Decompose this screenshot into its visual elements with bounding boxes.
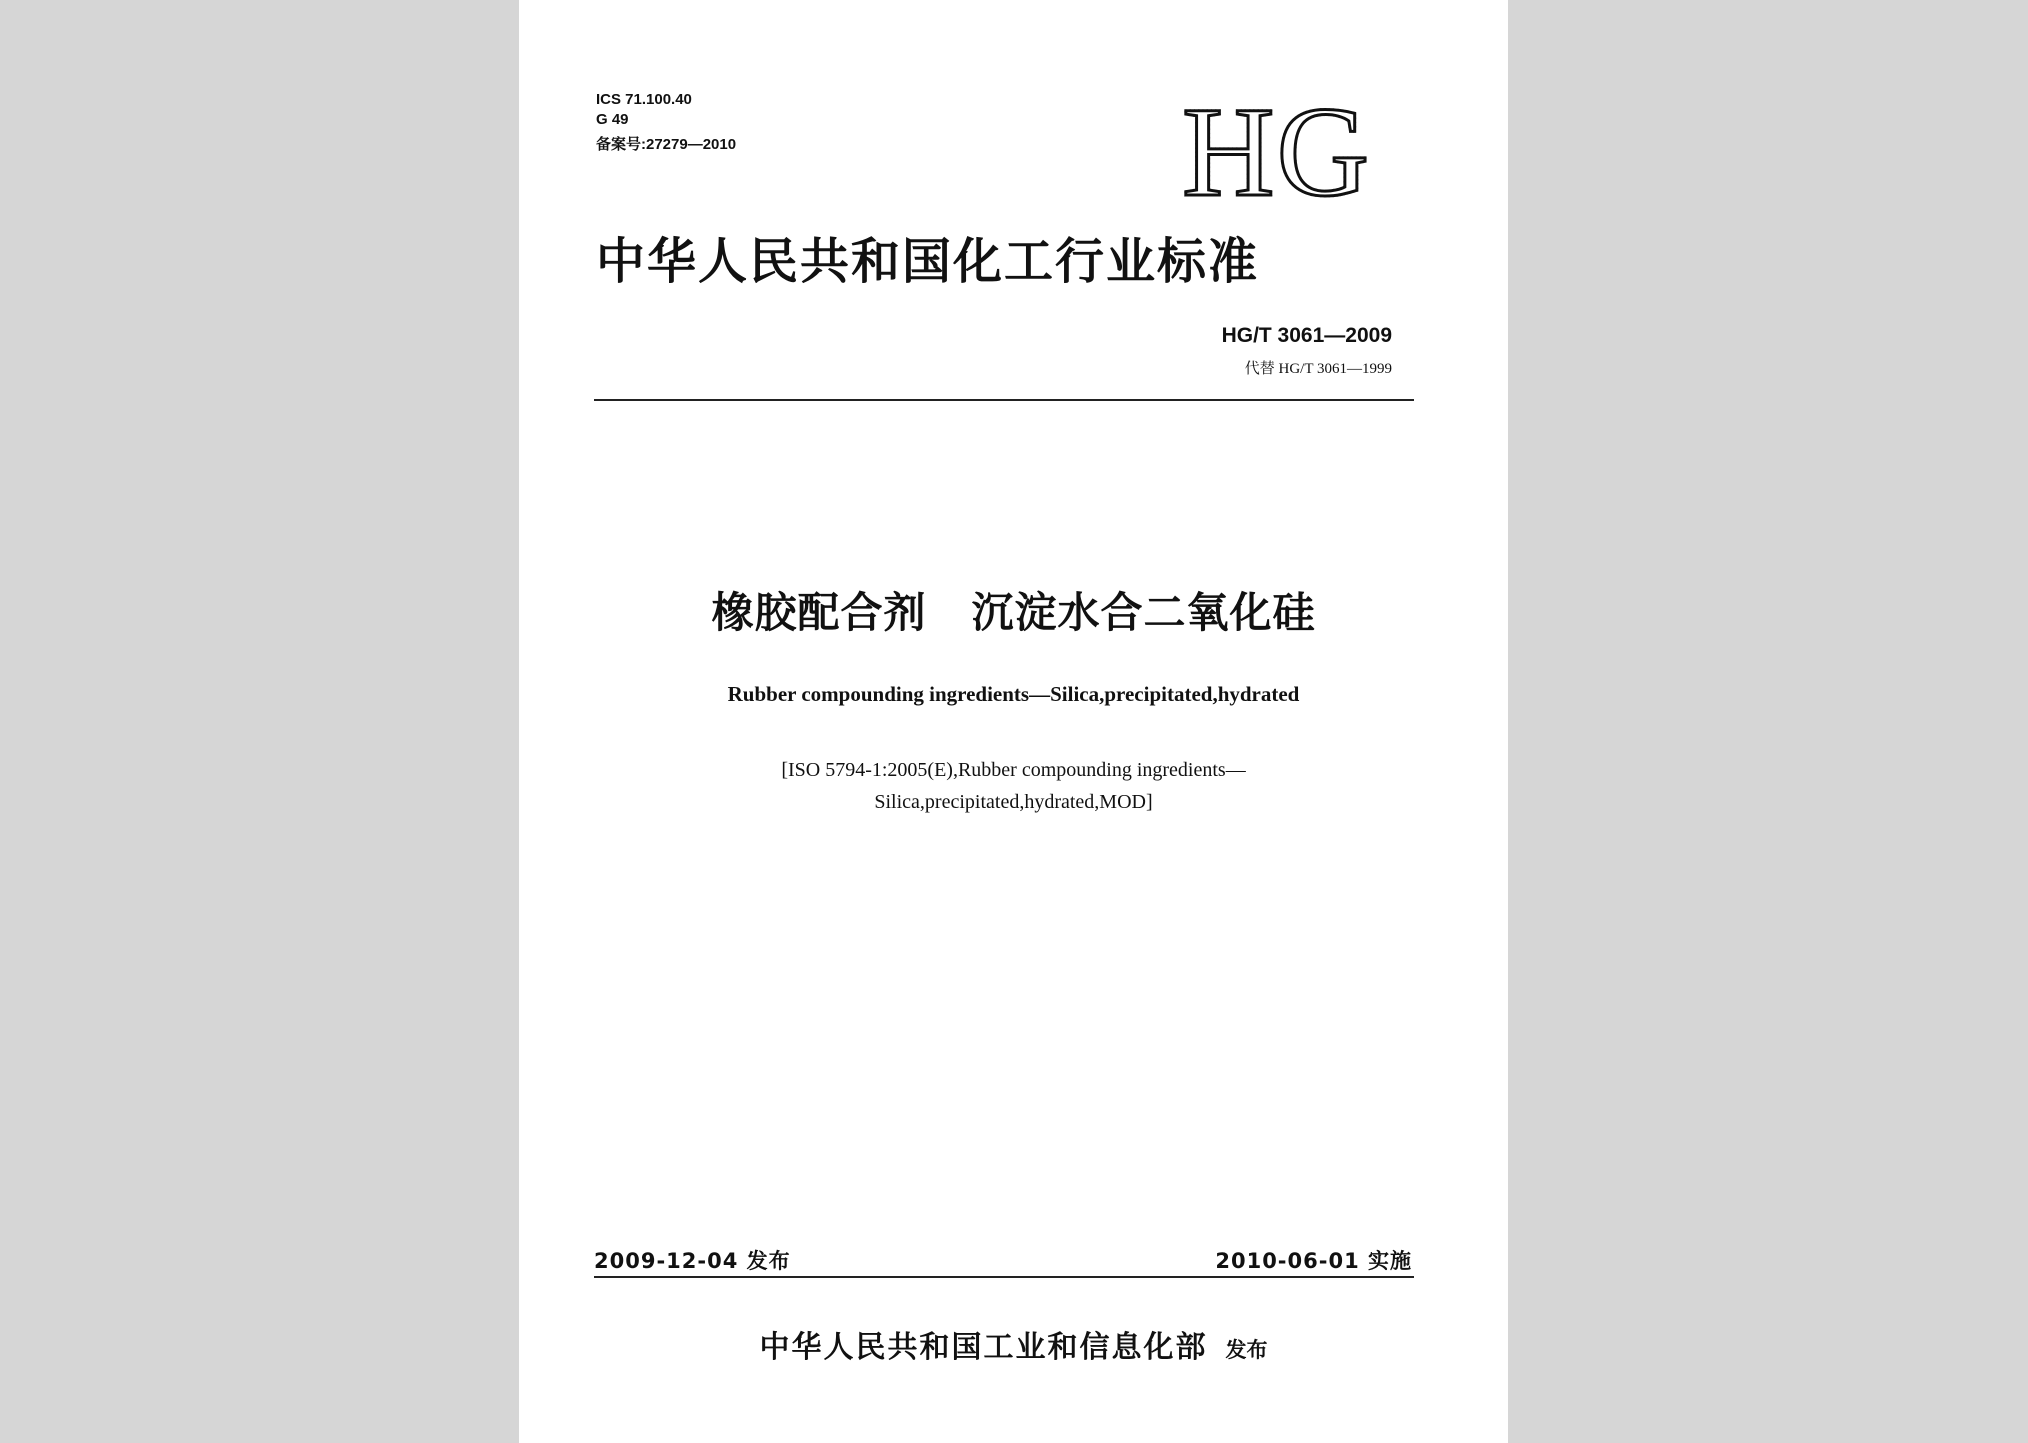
classification-code: G 49 [596,111,629,128]
iso-reference-line1: [ISO 5794-1:2005(E),Rubber compounding ingredients— [781,759,1246,781]
document-title-cn [519,585,1508,641]
standard-code: HG/T 3061—2009 [1221,324,1392,347]
title-cn-part2: 沉淀水合二氧化硅 [971,588,1316,637]
standard-category-title: 中华人民共和国化工行业标准 [596,233,1260,290]
document-page [519,0,1508,1443]
publisher-name: 中华人民共和国工业和信息化部 [759,1330,1208,1365]
filing-number: 备案号:27279—2010 [596,136,737,153]
replaces-standard: 代替 HG/T 3061—1999 [1244,361,1392,377]
hg-logo: HG [1182,81,1371,223]
header-divider [594,399,1414,401]
publisher-line [519,1322,1508,1366]
footer-divider [594,1276,1414,1278]
iso-reference [519,754,1508,818]
publisher-action: 发布 [1225,1338,1268,1362]
document-title-en: Rubber compounding ingredients—Silica,precipitated,hydrated [727,682,1300,706]
ics-code: ICS 71.100.40 [596,91,692,108]
effective-date: 2010-06-01 实施 [1215,1249,1412,1273]
title-cn-part1: 橡胶配合剂 [711,588,927,637]
iso-reference-line2: Silica,precipitated,hydrated,MOD] [874,791,1153,813]
issue-date: 2009-12-04 发布 [594,1249,791,1273]
